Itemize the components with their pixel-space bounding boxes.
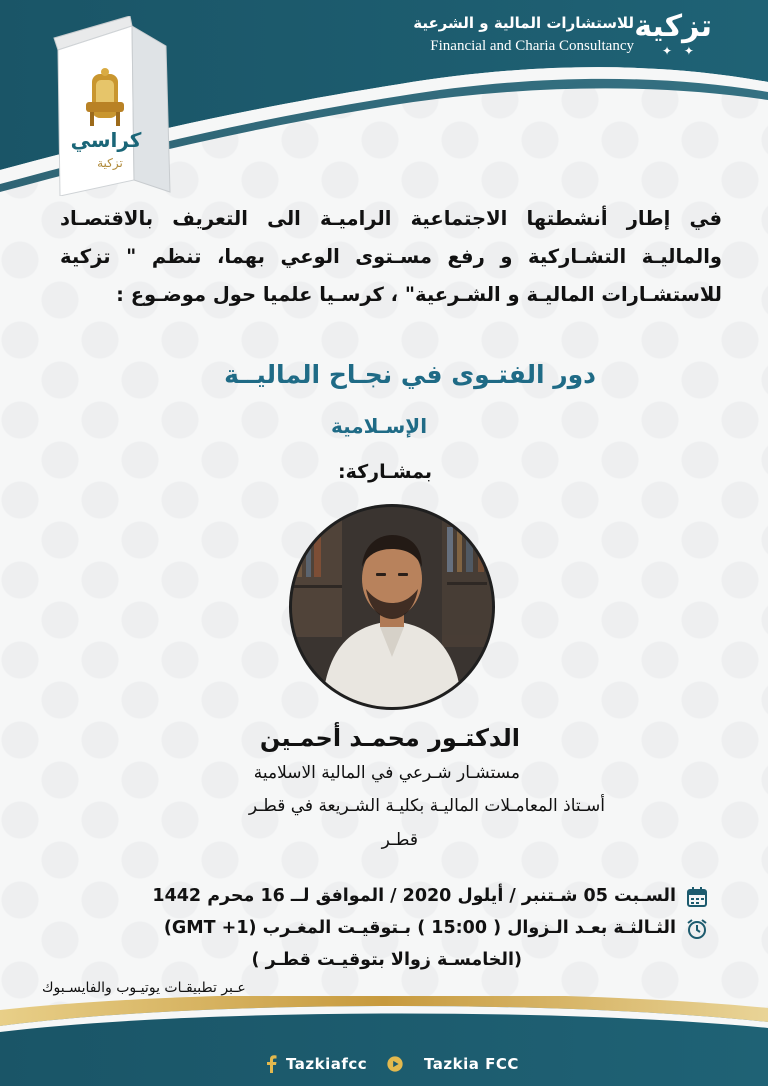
brand <box>413 14 634 55</box>
event-time-qatar: (الخامسـة زوالا بتوقيـت قطـر ) <box>251 950 522 970</box>
topic-title-line-1: دور الفتـوى في نجـاح الماليــة <box>224 360 596 389</box>
topic-title-line-2: الإسـلامية <box>330 414 428 438</box>
participation-label: بمشـاركة: <box>338 461 432 483</box>
event-time: الثـالثـة بعـد الـزوال ( 15:00 ) بـتوقيـت المغـرب (GMT +1) <box>163 918 676 938</box>
event-date: السـبت 05 شـتنبر / أيلول 2020 / الموافق لــ 16 محرم 1442 <box>152 886 676 906</box>
facebook-icon <box>262 1055 280 1073</box>
tazkia-logo <box>634 9 712 66</box>
youtube-channel: Tazkia FCC <box>424 1055 519 1073</box>
logo-text: تزكية <box>634 9 712 44</box>
speaker-role-1: مستشـار شـرعي في المالية الاسلامية <box>253 763 520 783</box>
calendar-icon <box>686 886 708 908</box>
youtube-icon <box>386 1055 404 1073</box>
footer-band <box>0 996 768 1086</box>
alarm-clock-icon <box>686 918 708 940</box>
speaker-name: الدكتـور محمـد أحمـين <box>259 724 520 752</box>
speaker-photo <box>289 504 495 710</box>
brand-english-name: Financial and Charia Consultancy <box>430 38 634 54</box>
facebook-handle: Tazkiafcc <box>286 1055 368 1073</box>
badge-title: كراسي <box>70 128 142 152</box>
intro-paragraph: في إطار أنشطتها الاجتماعية الراميـة الى التعريف بالاقتصـاد والماليـة التشـاركية و رفع مسـتوى الوعي بهما، تنظم " تزكية للاستشـارات الماليـة و الشـرعية" ، كرسـيا علميا حول موضـوع : <box>60 207 722 306</box>
broadcast-channels: عـبر تطبيقـات يوتيـوب والفايسـبوك <box>42 980 246 996</box>
logo-dots-icon: ✦ ✦ <box>662 44 698 58</box>
facebook-link[interactable] <box>262 1052 367 1076</box>
speaker-role-2: أسـتاذ المعامـلات الماليـة بكليـة الشـريعة في قطـر <box>248 796 605 816</box>
brand-arabic-name: للاستشارات المالية و الشرعية <box>413 14 634 32</box>
badge-subtitle: تزكية <box>97 156 123 170</box>
youtube-link[interactable] <box>386 1052 519 1076</box>
speaker-country: قطـر <box>381 830 418 850</box>
